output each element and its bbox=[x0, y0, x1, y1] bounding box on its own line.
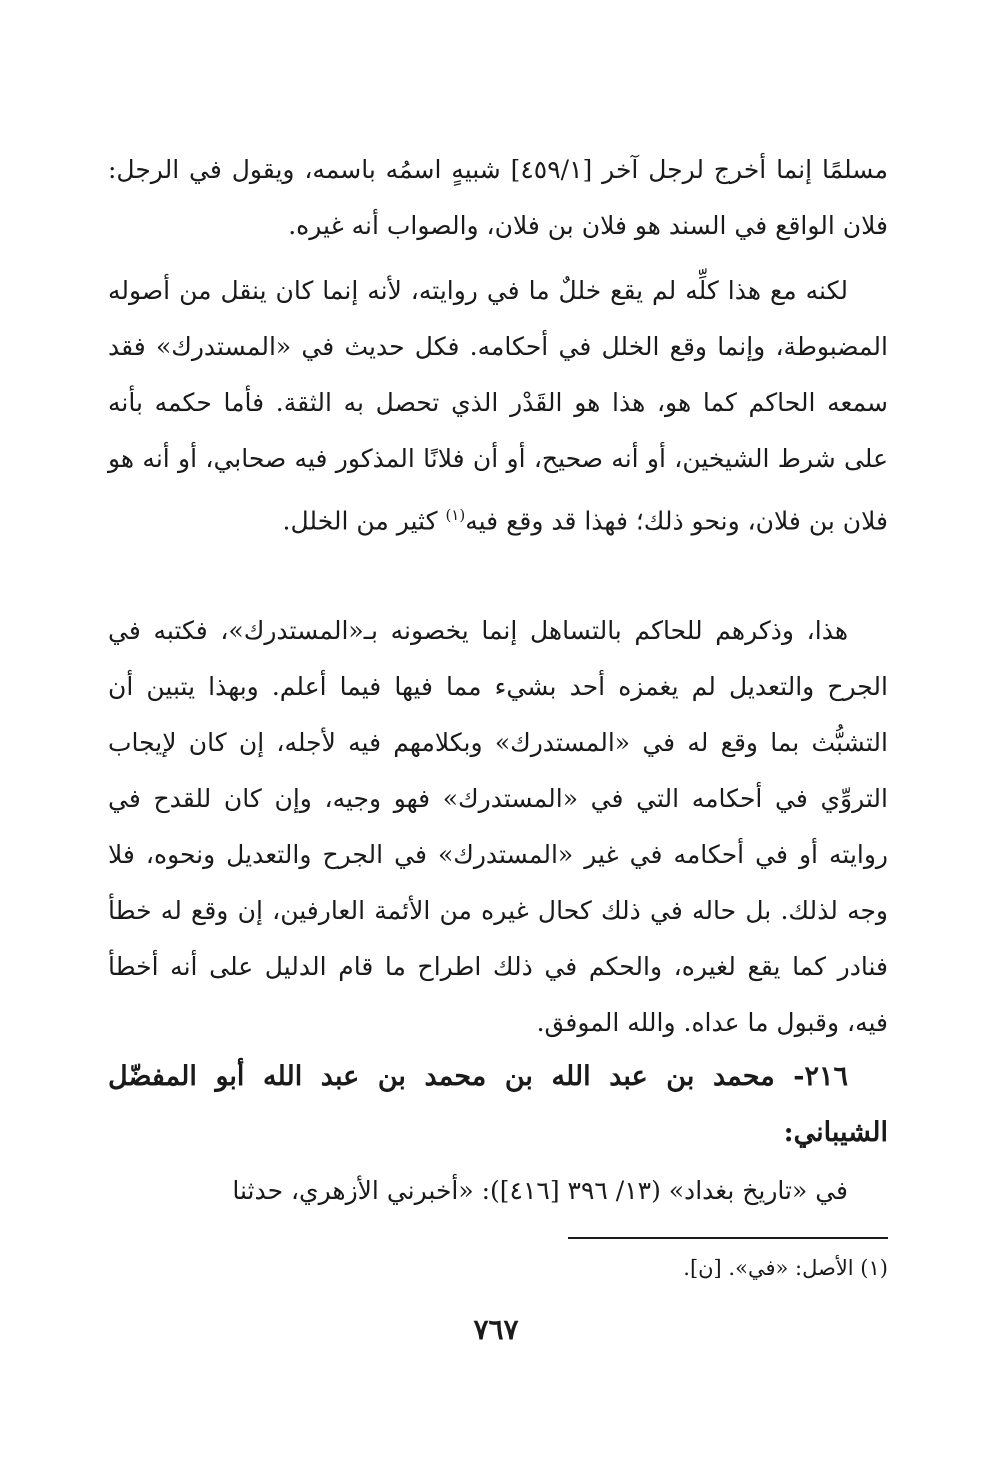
paragraph-hakim-leniency: هذا، وذكرهم للحاكم بالتساهل إنما يخصونه بـ«المستدرك»، فكتبه في الجرح والتعديل لم يغمزه أحد بشيء مما فيها فيما أعلم. وبهذا يتبين أن التشبُّث بما وقع له في «المستدرك» وبكلامهم فيه لأجله، إن كان لإيجاب التروِّي في أحكامه التي في «المستدرك» فهو وجيه، وإن كان للقدح في روايته أو في أحكامه في غير «المستدرك» في الجرح والتعديل ونحوه، فلا وجه لذلك. بل حاله في ذلك كحال غيره من الأئمة العارفين، إن وقع له خطأ فنادر كما يقع لغيره، والحكم في ذلك اطراح ما قام الدليل على أنه أخطأ فيه، وقبول ما عداه. والله الموفق. bbox=[108, 616, 888, 1037]
footnote: (١) الأصل: «في». [ن]. bbox=[683, 1256, 888, 1280]
paragraph-hakim-narration bbox=[108, 263, 888, 549]
paragraph-hakim-narration-tail: كثير من الخلل. bbox=[282, 506, 446, 536]
paragraph-hakim-narration-body: لكنه مع هذا كلِّه لم يقع خللٌ ما في روايته، لأنه إنما كان ينقل من أصوله المضبوطة، وإنما وقع الخلل في أحكامه. فكل حديث في «المستدرك» فقد سمعه الحاكم كما هو، هذا هو القَدْر الذي تحصل به الثقة. فأما حكمه بأنه على شرط الشيخين، أو أنه صحيح، أو أن فلانًا المذكور فيه صحابي، أو أنه هو فلان بن فلان، ونحو ذلك؛ فهذا قد وقع فيه bbox=[108, 276, 888, 536]
paragraph-tarikh-baghdad: في «تاريخ بغداد» (١٣/ ٣٩٦ [٤١٦]): «أخبرني الأزهري، حدثنا bbox=[232, 1176, 848, 1205]
paragraph-continuation: مسلمًا إنما أخرج لرجل آخر [٤٥٩/١] شبيهٍ اسمُه باسمه، ويقول في الرجل: فلان الواقع في السند هو فلان بن فلان، والصواب أنه غيره. bbox=[108, 155, 888, 240]
page-number: ٧٦٧ bbox=[473, 1313, 519, 1346]
footnote-divider bbox=[568, 1237, 888, 1239]
entry-heading: ٢١٦- محمد بن عبد الله بن محمد بن عبد الله أبو المفضّل الشيباني: bbox=[108, 1061, 888, 1148]
footnote-reference: (١) bbox=[445, 506, 466, 524]
